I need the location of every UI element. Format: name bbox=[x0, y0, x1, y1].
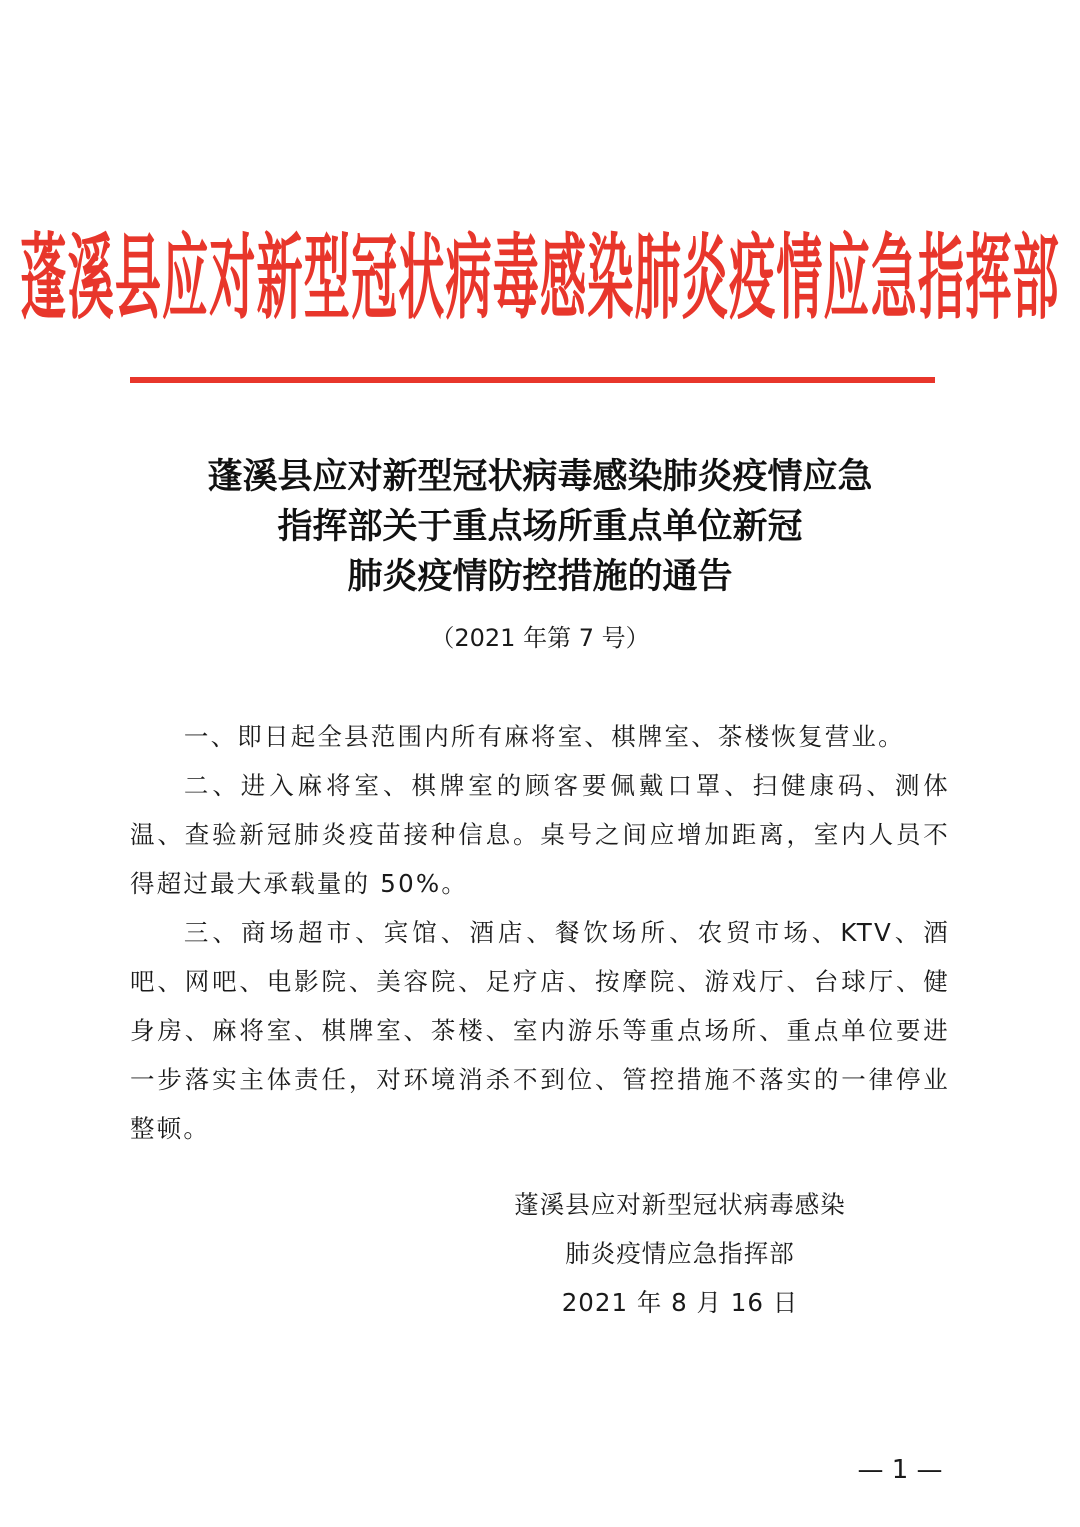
notice-title-line-3: 肺炎疫情防控措施的通告 bbox=[347, 556, 733, 597]
letterhead bbox=[20, 205, 1060, 335]
notice-title bbox=[100, 452, 980, 602]
body-paragraph-1: 一、即日起全县范围内所有麻将室、棋牌室、茶楼恢复营业。 bbox=[183, 722, 905, 751]
body-paragraph-3: 三、商场超市、宾馆、酒店、餐饮场所、农贸市场、KTV、酒吧、网吧、电影院、美容院、足疗店、按摩院、游戏厅、台球厅、健身房、麻将室、棋牌室、茶楼、室内游乐等重点场所、重点单位要进一步落实主体责任，对环境消杀不到位、管控措施不落实的一律停业整顿。 bbox=[130, 918, 950, 1143]
signature-org-line-2: 肺炎疫情应急指挥部 bbox=[565, 1239, 795, 1268]
page-number: — 1 — bbox=[857, 1455, 943, 1485]
signature-org-line-1: 蓬溪县应对新型冠状病毒感染 bbox=[514, 1190, 846, 1219]
body-paragraph-2: 二、进入麻将室、棋牌室的顾客要佩戴口罩、扫健康码、测体温、查验新冠肺炎疫苗接种信息。桌号之间应增加距离，室内人员不得超过最大承载量的 50%。 bbox=[130, 771, 950, 898]
notice-body bbox=[130, 712, 950, 1153]
signature-block bbox=[460, 1180, 900, 1327]
notice-title-line-1: 蓬溪县应对新型冠状病毒感染肺炎疫情应急 bbox=[207, 456, 873, 497]
notice-title-line-2: 指挥部关于重点场所重点单位新冠 bbox=[277, 506, 803, 547]
signature-date: 2021 年 8 月 16 日 bbox=[561, 1288, 799, 1317]
document-number: （2021 年第 7 号） bbox=[430, 624, 650, 652]
letterhead-title: 蓬溪县应对新型冠状病毒感染肺炎疫情应急指挥部 bbox=[20, 225, 1060, 333]
red-divider-line bbox=[130, 377, 935, 383]
